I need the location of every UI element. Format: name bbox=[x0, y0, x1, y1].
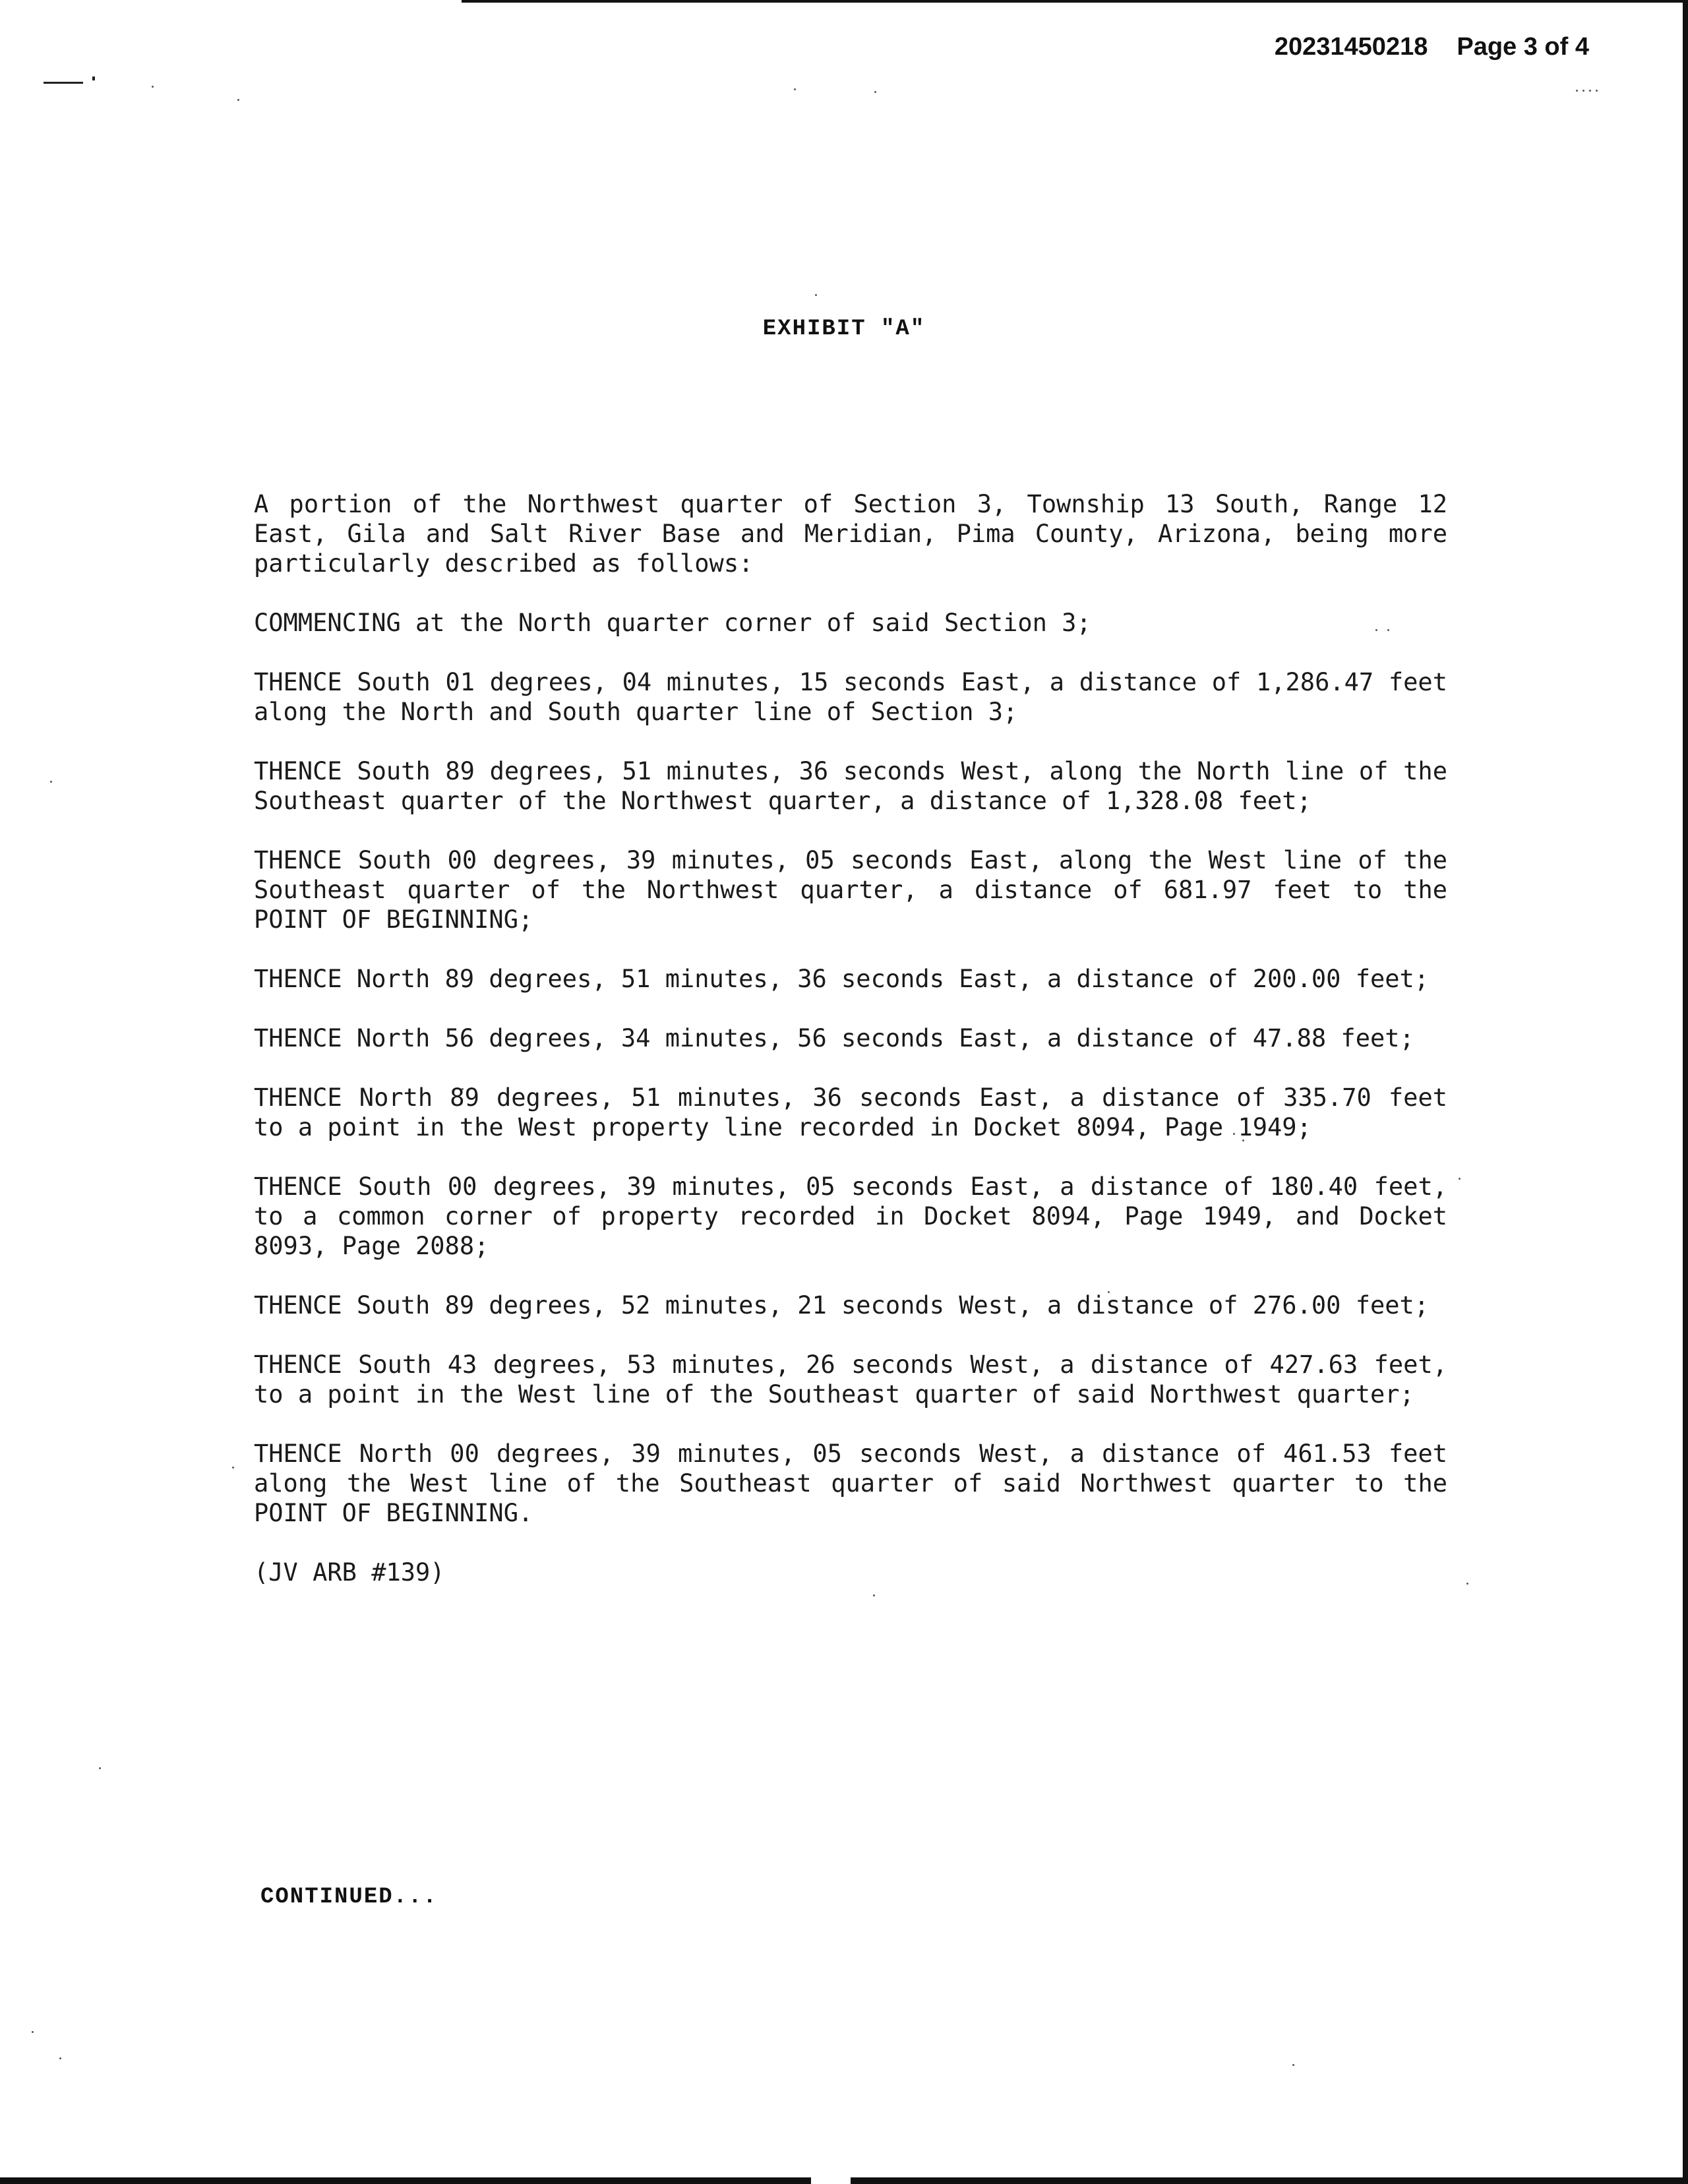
legal-description bbox=[254, 489, 1447, 1587]
legal-paragraph: COMMENCING at the North quarter corner of said Section 3; bbox=[254, 609, 1091, 637]
scan-speck bbox=[99, 1767, 101, 1769]
legal-paragraph: THENCE South 43 degrees, 53 minutes, 26 seconds West, a distance of 427.63 feet, to a point in the West line of the Southeast quarter of said Northwest quarter; bbox=[254, 1350, 1447, 1409]
legal-paragraph: THENCE North 89 degrees, 51 minutes, 36 seconds East, a distance of 335.70 feet to a point in the West property line recorded in Docket 8094, Page 1949; bbox=[254, 1083, 1447, 1141]
scan-top-edge bbox=[462, 0, 1688, 3]
scan-speck bbox=[1292, 2064, 1294, 2066]
legal-paragraph: THENCE South 00 degrees, 39 minutes, 05 seconds East, a distance of 180.40 feet, to a common corner of property recorded in Docket 8094, Page 1949, and Docket 8093, Page 2088; bbox=[254, 1172, 1447, 1260]
legal-paragraph: A portion of the Northwest quarter of Section 3, Township 13 South, Range 12 East, Gila and Salt River Base and Meridian, Pima County, Arizona, being more particularly described as follows: bbox=[254, 490, 1447, 578]
scan-speck bbox=[1466, 1583, 1468, 1585]
scan-speck bbox=[50, 781, 52, 783]
scan-speck bbox=[1582, 90, 1584, 92]
scan-speck bbox=[237, 99, 239, 101]
scan-speck bbox=[815, 294, 817, 296]
continued-label: CONTINUED... bbox=[260, 1885, 438, 1910]
scan-speck bbox=[873, 1594, 875, 1596]
legal-paragraph: THENCE South 00 degrees, 39 minutes, 05 seconds East, along the West line of the Southeast quarter of the Northwest quarter, a distance of 681.97 feet to the POINT OF BEGINNING; bbox=[254, 846, 1447, 934]
legal-paragraph: THENCE North 89 degrees, 51 minutes, 36 seconds East, a distance of 200.00 feet; bbox=[254, 965, 1430, 993]
scan-speck bbox=[874, 91, 876, 93]
scan-speck bbox=[59, 2057, 61, 2059]
legal-paragraph: THENCE South 01 degrees, 04 minutes, 15 seconds East, a distance of 1,286.47 feet along the North and South quarter line of Section 3; bbox=[254, 668, 1447, 726]
scan-bottom-gap bbox=[811, 2177, 851, 2184]
scan-speck bbox=[152, 86, 154, 88]
scan-speck bbox=[1576, 90, 1578, 92]
legal-paragraph: THENCE South 89 degrees, 51 minutes, 36 seconds West, along the North line of the Southeast quarter of the Northwest quarter, a distance of 1,328.08 feet; bbox=[254, 757, 1447, 815]
scan-speck bbox=[1596, 90, 1598, 92]
scan-speck bbox=[44, 82, 83, 84]
scan-speck bbox=[92, 76, 95, 80]
document-number: 20231450218 bbox=[1274, 33, 1428, 61]
page-indicator: Page 3 of 4 bbox=[1457, 33, 1589, 61]
scan-speck bbox=[1459, 1178, 1461, 1180]
scan-speck bbox=[794, 88, 796, 90]
reference-note: (JV ARB #139) bbox=[254, 1558, 445, 1587]
scan-speck bbox=[232, 1467, 234, 1469]
scan-speck bbox=[32, 2031, 34, 2033]
legal-paragraph: THENCE North 56 degrees, 34 minutes, 56 seconds East, a distance of 47.88 feet; bbox=[254, 1024, 1414, 1052]
recording-stamp bbox=[1275, 33, 1589, 61]
scan-speck bbox=[1589, 90, 1591, 92]
legal-paragraph: THENCE North 00 degrees, 39 minutes, 05 seconds West, a distance of 461.53 feet along the West line of the Southeast quarter of said Northwest quarter to the POINT OF BEGINNING. bbox=[254, 1440, 1447, 1527]
legal-paragraph: THENCE South 89 degrees, 52 minutes, 21 seconds West, a distance of 276.00 feet; bbox=[254, 1291, 1430, 1320]
exhibit-title: EXHIBIT "A" bbox=[762, 317, 926, 342]
